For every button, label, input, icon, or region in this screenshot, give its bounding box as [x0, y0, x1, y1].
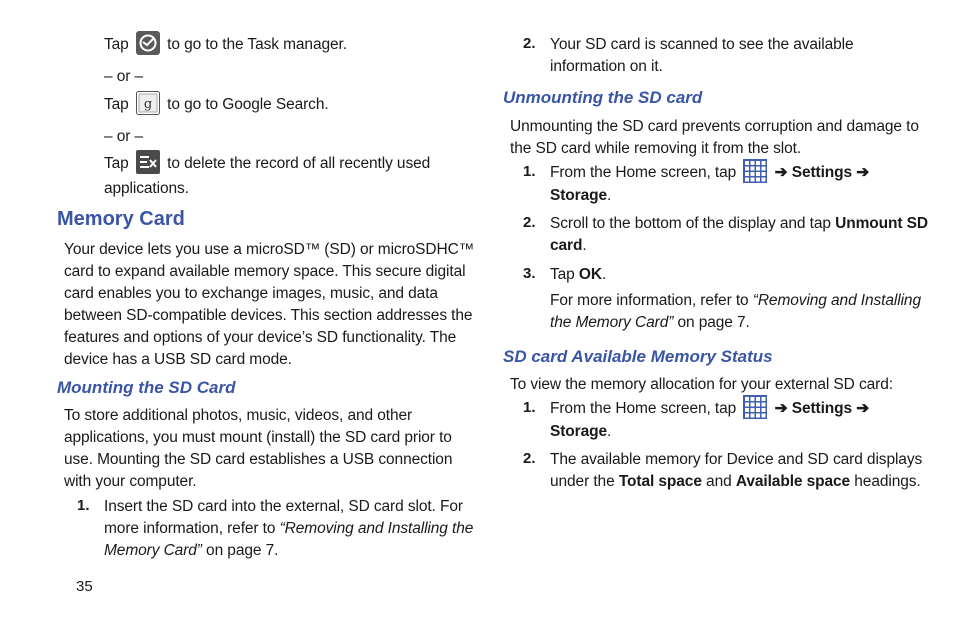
unmount-step-3: Tap OK.: [550, 266, 607, 283]
or-separator: – or –: [104, 68, 144, 85]
svg-text:g: g: [143, 97, 153, 112]
memory-card-heading: Memory Card: [57, 208, 185, 230]
arrow-icon: ➔: [774, 164, 788, 182]
step-number: 1.: [523, 399, 536, 416]
task-manager-icon: [136, 31, 160, 55]
step-number: 2.: [523, 214, 536, 231]
unmounting-sd-card-heading: Unmounting the SD card: [503, 88, 703, 107]
tap-google-search-text: to go to Google Search.: [167, 96, 329, 114]
unmounting-paragraph: Unmounting the SD card prevents corruption and damage to the SD card while removing it from the slot.: [510, 118, 919, 157]
mounting-paragraph: To store additional photos, music, videos, and other applications, you must mount (install) the SD card prior to use. Mounting the SD card establishes a USB connection with your computer.: [64, 407, 453, 490]
settings-label: Settings: [791, 400, 853, 418]
memory-card-paragraph: Your device lets you use a microSD™ (SD) or microSDHC™ card to expand available memory space. This secure digital card enables you to exchange images, music, and data between SD-compatible devices. This section addresses the features and options of your device’s SD functionality. The device has a USB SD card mode.: [64, 241, 475, 368]
storage-label: Storage: [550, 423, 608, 440]
tap-label: Tap: [104, 96, 129, 114]
available-space-label: Available space: [735, 473, 851, 490]
cross-reference-link[interactable]: the Memory Card”: [550, 314, 674, 331]
settings-label: Settings: [791, 164, 853, 182]
page-number: 35: [76, 578, 93, 595]
unmount-step-2: Scroll to the bottom of the display and tap Unmount SD card.: [550, 215, 928, 254]
mount-step-2: Your SD card is scanned to see the available information on it.: [550, 36, 854, 75]
unmount-sd-card-label: card: [550, 237, 583, 254]
total-space-label: Total space: [618, 473, 702, 490]
sd-card-memory-status-heading: SD card Available Memory Status: [503, 347, 773, 366]
tap-label: Tap: [104, 36, 129, 54]
mounting-sd-card-heading: Mounting the SD Card: [57, 378, 236, 397]
cross-reference-link[interactable]: Memory Card”: [104, 542, 202, 559]
arrow-icon: ➔: [774, 400, 788, 418]
storage-label: Storage: [550, 187, 608, 204]
step-number: 3.: [523, 265, 536, 282]
ok-label: OK: [578, 266, 602, 283]
status-step-2: The available memory for Device and SD card displays under the Total space and Available space headings.: [550, 451, 923, 490]
tap-task-manager-text: to go to the Task manager.: [167, 36, 347, 54]
tap-task-manager-line: [104, 33, 347, 57]
tap-google-search-line: [104, 93, 329, 117]
cross-reference-link[interactable]: “Removing and Installing: [752, 292, 921, 309]
apps-grid-icon: [743, 395, 767, 419]
unmount-step-1: From the Home screen, tap ➔ Settings ➔ Storage.: [550, 161, 869, 207]
step-number: 1.: [523, 163, 536, 180]
tap-clear-history-text: to delete the record of all recently used: [167, 155, 431, 173]
step-number: 2.: [523, 35, 536, 52]
google-search-icon: [136, 91, 160, 115]
tap-clear-history-text-cont: applications.: [104, 180, 189, 197]
apps-grid-icon: [743, 159, 767, 183]
or-separator: – or –: [104, 128, 144, 145]
tap-label: Tap: [104, 155, 129, 173]
arrow-icon: ➔: [856, 400, 870, 418]
step-number: 1.: [77, 497, 90, 514]
status-step-1: From the Home screen, tap ➔ Settings ➔ Storage.: [550, 397, 869, 443]
step-number: 2.: [523, 450, 536, 467]
cross-reference-link[interactable]: “Removing and Installing the: [279, 520, 474, 537]
clear-history-icon: [136, 150, 160, 174]
unmount-sd-card-label: Unmount SD: [835, 215, 928, 232]
mount-step-1: Insert the SD card into the external, SD card slot. For more information, refer to “Removing and Installing the Memory Card” on page 7.: [104, 498, 474, 559]
status-paragraph: To view the memory allocation for your external SD card:: [510, 376, 893, 393]
arrow-icon: ➔: [856, 164, 870, 182]
unmount-more-info: For more information, refer to “Removing and Installing the Memory Card” on page 7.: [550, 292, 921, 331]
tap-clear-history-line: [104, 152, 430, 176]
